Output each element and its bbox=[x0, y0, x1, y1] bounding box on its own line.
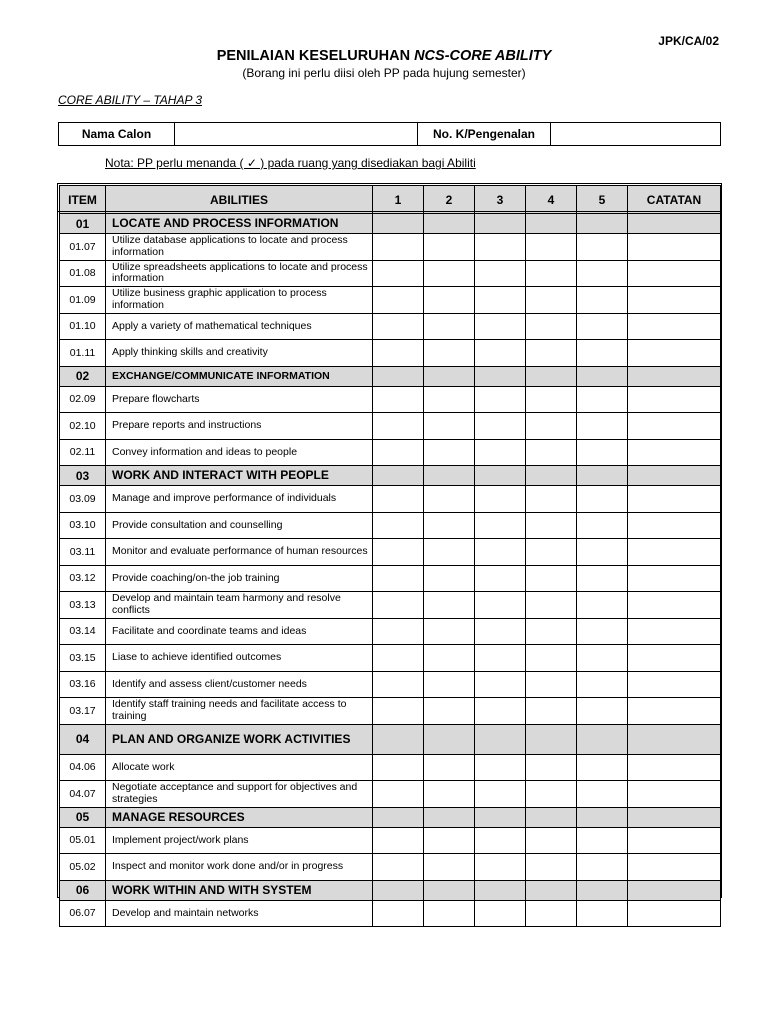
score-1-checkbox-cell[interactable] bbox=[373, 234, 424, 261]
table-row bbox=[60, 900, 721, 927]
header-score-1: 1 bbox=[373, 186, 424, 214]
score-4-checkbox-cell[interactable] bbox=[526, 671, 577, 698]
header-score-4: 4 bbox=[526, 186, 577, 214]
table-row bbox=[60, 592, 721, 619]
form-title bbox=[0, 48, 768, 64]
ability-description: Convey information and ideas to people bbox=[106, 439, 373, 466]
score-3-checkbox-cell[interactable] bbox=[475, 565, 526, 592]
score-2-checkbox-cell[interactable] bbox=[424, 854, 475, 881]
score-5-checkbox-cell[interactable] bbox=[577, 287, 628, 314]
score-1-checkbox-cell[interactable] bbox=[373, 900, 424, 927]
section-row bbox=[60, 807, 721, 827]
catatan-cell[interactable] bbox=[628, 900, 721, 927]
score-5-checkbox-cell[interactable] bbox=[577, 260, 628, 287]
table-row bbox=[60, 618, 721, 645]
score-3-checkbox-cell[interactable] bbox=[475, 512, 526, 539]
score-5-checkbox-cell[interactable] bbox=[577, 754, 628, 781]
catatan-cell[interactable] bbox=[628, 486, 721, 513]
section-blank-cell bbox=[628, 466, 721, 486]
score-2-checkbox-cell[interactable] bbox=[424, 439, 475, 466]
ability-description: Prepare reports and instructions bbox=[106, 413, 373, 440]
table-row bbox=[60, 645, 721, 672]
score-3-checkbox-cell[interactable] bbox=[475, 671, 526, 698]
score-1-checkbox-cell[interactable] bbox=[373, 698, 424, 725]
score-3-checkbox-cell[interactable] bbox=[475, 313, 526, 340]
ability-description: Provide coaching/on-the job training bbox=[106, 565, 373, 592]
item-code: 01.09 bbox=[60, 287, 106, 314]
score-4-checkbox-cell[interactable] bbox=[526, 439, 577, 466]
catatan-cell[interactable] bbox=[628, 512, 721, 539]
candidate-info-table bbox=[58, 122, 721, 146]
item-code: 02.11 bbox=[60, 439, 106, 466]
table-row bbox=[60, 287, 721, 314]
catatan-cell[interactable] bbox=[628, 234, 721, 261]
section-blank-cell bbox=[475, 214, 526, 234]
item-code: 04.06 bbox=[60, 754, 106, 781]
catatan-cell[interactable] bbox=[628, 671, 721, 698]
score-3-checkbox-cell[interactable] bbox=[475, 386, 526, 413]
score-4-checkbox-cell[interactable] bbox=[526, 313, 577, 340]
score-1-checkbox-cell[interactable] bbox=[373, 781, 424, 808]
table-row bbox=[60, 439, 721, 466]
item-code: 02.10 bbox=[60, 413, 106, 440]
score-2-checkbox-cell[interactable] bbox=[424, 565, 475, 592]
section-blank-cell bbox=[526, 366, 577, 386]
form-subtitle: (Borang ini perlu diisi oleh PP pada hujung semester) bbox=[242, 66, 526, 80]
section-number: 03 bbox=[60, 466, 106, 486]
score-3-checkbox-cell[interactable] bbox=[475, 781, 526, 808]
score-4-checkbox-cell[interactable] bbox=[526, 698, 577, 725]
section-row bbox=[60, 724, 721, 754]
section-blank-cell bbox=[526, 466, 577, 486]
ability-description: Identify staff training needs and facilitate access to training bbox=[106, 698, 373, 725]
score-1-checkbox-cell[interactable] bbox=[373, 313, 424, 340]
catatan-cell[interactable] bbox=[628, 439, 721, 466]
section-number: 02 bbox=[60, 366, 106, 386]
item-code: 02.09 bbox=[60, 386, 106, 413]
score-1-checkbox-cell[interactable] bbox=[373, 512, 424, 539]
score-3-checkbox-cell[interactable] bbox=[475, 413, 526, 440]
score-4-checkbox-cell[interactable] bbox=[526, 287, 577, 314]
ability-description: Provide consultation and counselling bbox=[106, 512, 373, 539]
score-1-checkbox-cell[interactable] bbox=[373, 413, 424, 440]
score-5-checkbox-cell[interactable] bbox=[577, 698, 628, 725]
section-blank-cell bbox=[628, 724, 721, 754]
table-row bbox=[60, 512, 721, 539]
score-4-checkbox-cell[interactable] bbox=[526, 592, 577, 619]
ability-description: Facilitate and coordinate teams and ideas bbox=[106, 618, 373, 645]
section-blank-cell bbox=[373, 366, 424, 386]
score-4-checkbox-cell[interactable] bbox=[526, 386, 577, 413]
score-1-checkbox-cell[interactable] bbox=[373, 565, 424, 592]
ability-description: Apply thinking skills and creativity bbox=[106, 340, 373, 367]
ability-description: Allocate work bbox=[106, 754, 373, 781]
catatan-cell[interactable] bbox=[628, 645, 721, 672]
item-code: 01.10 bbox=[60, 313, 106, 340]
catatan-cell[interactable] bbox=[628, 340, 721, 367]
section-blank-cell bbox=[475, 366, 526, 386]
catatan-cell[interactable] bbox=[628, 854, 721, 881]
score-4-checkbox-cell[interactable] bbox=[526, 260, 577, 287]
score-1-checkbox-cell[interactable] bbox=[373, 486, 424, 513]
ability-description: Manage and improve performance of individuals bbox=[106, 486, 373, 513]
score-2-checkbox-cell[interactable] bbox=[424, 827, 475, 854]
form-title-italic: NCS-CORE ABILITY bbox=[414, 48, 552, 64]
item-code: 01.07 bbox=[60, 234, 106, 261]
header-score-2: 2 bbox=[424, 186, 475, 214]
section-row bbox=[60, 366, 721, 386]
form-title-plain: PENILAIAN KESELURUHAN bbox=[216, 48, 415, 64]
catatan-cell[interactable] bbox=[628, 386, 721, 413]
section-blank-cell bbox=[628, 366, 721, 386]
header-item: ITEM bbox=[60, 186, 106, 214]
table-row bbox=[60, 313, 721, 340]
section-blank-cell bbox=[475, 807, 526, 827]
score-2-checkbox-cell[interactable] bbox=[424, 386, 475, 413]
section-blank-cell bbox=[526, 724, 577, 754]
assessment-table bbox=[59, 185, 721, 927]
table-row bbox=[60, 340, 721, 367]
score-1-checkbox-cell[interactable] bbox=[373, 287, 424, 314]
section-number: 01 bbox=[60, 214, 106, 234]
catatan-cell[interactable] bbox=[628, 413, 721, 440]
section-blank-cell bbox=[424, 466, 475, 486]
score-1-checkbox-cell[interactable] bbox=[373, 386, 424, 413]
catatan-cell[interactable] bbox=[628, 313, 721, 340]
score-4-checkbox-cell[interactable] bbox=[526, 413, 577, 440]
section-blank-cell bbox=[628, 807, 721, 827]
score-5-checkbox-cell[interactable] bbox=[577, 827, 628, 854]
score-2-checkbox-cell[interactable] bbox=[424, 900, 475, 927]
score-2-checkbox-cell[interactable] bbox=[424, 234, 475, 261]
score-2-checkbox-cell[interactable] bbox=[424, 754, 475, 781]
score-3-checkbox-cell[interactable] bbox=[475, 486, 526, 513]
section-blank-cell bbox=[577, 880, 628, 900]
score-2-checkbox-cell[interactable] bbox=[424, 781, 475, 808]
item-code: 03.13 bbox=[60, 592, 106, 619]
score-5-checkbox-cell[interactable] bbox=[577, 854, 628, 881]
section-blank-cell bbox=[475, 880, 526, 900]
section-blank-cell bbox=[424, 214, 475, 234]
section-number: 04 bbox=[60, 724, 106, 754]
table-row bbox=[60, 781, 721, 808]
score-5-checkbox-cell[interactable] bbox=[577, 313, 628, 340]
table-row bbox=[60, 413, 721, 440]
score-1-checkbox-cell[interactable] bbox=[373, 592, 424, 619]
score-4-checkbox-cell[interactable] bbox=[526, 234, 577, 261]
ability-description: Negotiate acceptance and support for objectives and strategies bbox=[106, 781, 373, 808]
table-row bbox=[60, 671, 721, 698]
score-2-checkbox-cell[interactable] bbox=[424, 340, 475, 367]
score-3-checkbox-cell[interactable] bbox=[475, 698, 526, 725]
section-blank-cell bbox=[424, 366, 475, 386]
score-3-checkbox-cell[interactable] bbox=[475, 854, 526, 881]
ability-description: Develop and maintain networks bbox=[106, 900, 373, 927]
score-2-checkbox-cell[interactable] bbox=[424, 698, 475, 725]
score-4-checkbox-cell[interactable] bbox=[526, 854, 577, 881]
section-blank-cell bbox=[577, 807, 628, 827]
item-code: 04.07 bbox=[60, 781, 106, 808]
candidate-name-label: Nama Calon bbox=[59, 123, 175, 146]
item-code: 05.02 bbox=[60, 854, 106, 881]
ability-description: Implement project/work plans bbox=[106, 827, 373, 854]
score-2-checkbox-cell[interactable] bbox=[424, 645, 475, 672]
catatan-cell[interactable] bbox=[628, 287, 721, 314]
section-title: EXCHANGE/COMMUNICATE INFORMATION bbox=[106, 366, 373, 386]
item-code: 03.14 bbox=[60, 618, 106, 645]
level-heading: CORE ABILITY – TAHAP 3 bbox=[58, 93, 203, 107]
catatan-cell[interactable] bbox=[628, 592, 721, 619]
score-5-checkbox-cell[interactable] bbox=[577, 618, 628, 645]
section-row bbox=[60, 880, 721, 900]
section-title: WORK WITHIN AND WITH SYSTEM bbox=[106, 880, 373, 900]
catatan-cell[interactable] bbox=[628, 260, 721, 287]
score-1-checkbox-cell[interactable] bbox=[373, 671, 424, 698]
score-5-checkbox-cell[interactable] bbox=[577, 512, 628, 539]
ability-description: Utilize spreadsheets applications to locate and process information bbox=[106, 260, 373, 287]
section-blank-cell bbox=[475, 724, 526, 754]
header-score-5: 5 bbox=[577, 186, 628, 214]
score-2-checkbox-cell[interactable] bbox=[424, 287, 475, 314]
score-2-checkbox-cell[interactable] bbox=[424, 671, 475, 698]
score-3-checkbox-cell[interactable] bbox=[475, 539, 526, 566]
item-code: 01.08 bbox=[60, 260, 106, 287]
score-5-checkbox-cell[interactable] bbox=[577, 539, 628, 566]
score-1-checkbox-cell[interactable] bbox=[373, 645, 424, 672]
instruction-note bbox=[105, 156, 476, 170]
section-blank-cell bbox=[373, 466, 424, 486]
score-5-checkbox-cell[interactable] bbox=[577, 781, 628, 808]
item-code: 03.12 bbox=[60, 565, 106, 592]
score-5-checkbox-cell[interactable] bbox=[577, 413, 628, 440]
section-blank-cell bbox=[577, 724, 628, 754]
score-1-checkbox-cell[interactable] bbox=[373, 539, 424, 566]
ability-description: Inspect and monitor work done and/or in progress bbox=[106, 854, 373, 881]
table-row bbox=[60, 754, 721, 781]
table-row bbox=[60, 565, 721, 592]
score-4-checkbox-cell[interactable] bbox=[526, 781, 577, 808]
score-4-checkbox-cell[interactable] bbox=[526, 565, 577, 592]
table-row bbox=[60, 854, 721, 881]
id-number-field[interactable] bbox=[551, 123, 721, 146]
item-code: 03.15 bbox=[60, 645, 106, 672]
ability-description: Utilize business graphic application to process information bbox=[106, 287, 373, 314]
score-3-checkbox-cell[interactable] bbox=[475, 287, 526, 314]
item-code: 06.07 bbox=[60, 900, 106, 927]
score-2-checkbox-cell[interactable] bbox=[424, 539, 475, 566]
header-abilities: ABILITIES bbox=[106, 186, 373, 214]
score-5-checkbox-cell[interactable] bbox=[577, 645, 628, 672]
section-blank-cell bbox=[373, 724, 424, 754]
section-blank-cell bbox=[373, 214, 424, 234]
header-divider bbox=[58, 211, 721, 212]
section-blank-cell bbox=[373, 880, 424, 900]
score-1-checkbox-cell[interactable] bbox=[373, 854, 424, 881]
score-1-checkbox-cell[interactable] bbox=[373, 260, 424, 287]
score-5-checkbox-cell[interactable] bbox=[577, 565, 628, 592]
score-3-checkbox-cell[interactable] bbox=[475, 754, 526, 781]
score-4-checkbox-cell[interactable] bbox=[526, 618, 577, 645]
score-2-checkbox-cell[interactable] bbox=[424, 512, 475, 539]
score-5-checkbox-cell[interactable] bbox=[577, 340, 628, 367]
catatan-cell[interactable] bbox=[628, 618, 721, 645]
score-3-checkbox-cell[interactable] bbox=[475, 618, 526, 645]
score-4-checkbox-cell[interactable] bbox=[526, 340, 577, 367]
section-title: PLAN AND ORGANIZE WORK ACTIVITIES bbox=[106, 724, 373, 754]
catatan-cell[interactable] bbox=[628, 565, 721, 592]
header-score-3: 3 bbox=[475, 186, 526, 214]
section-number: 06 bbox=[60, 880, 106, 900]
score-5-checkbox-cell[interactable] bbox=[577, 671, 628, 698]
score-5-checkbox-cell[interactable] bbox=[577, 439, 628, 466]
ability-description: Develop and maintain team harmony and resolve conflicts bbox=[106, 592, 373, 619]
table-row bbox=[60, 827, 721, 854]
catatan-cell[interactable] bbox=[628, 754, 721, 781]
score-4-checkbox-cell[interactable] bbox=[526, 754, 577, 781]
score-3-checkbox-cell[interactable] bbox=[475, 592, 526, 619]
instruction-note-text: Nota: PP perlu menanda ( ✓ ) pada ruang yang disediakan bagi Abiliti bbox=[105, 156, 476, 170]
score-3-checkbox-cell[interactable] bbox=[475, 645, 526, 672]
section-title: MANAGE RESOURCES bbox=[106, 807, 373, 827]
ability-description: Prepare flowcharts bbox=[106, 386, 373, 413]
ability-description: Identify and assess client/customer needs bbox=[106, 671, 373, 698]
item-code: 05.01 bbox=[60, 827, 106, 854]
item-code: 03.16 bbox=[60, 671, 106, 698]
score-1-checkbox-cell[interactable] bbox=[373, 439, 424, 466]
section-blank-cell bbox=[526, 807, 577, 827]
section-blank-cell bbox=[526, 880, 577, 900]
ability-description: Liase to achieve identified outcomes bbox=[106, 645, 373, 672]
catatan-cell[interactable] bbox=[628, 781, 721, 808]
score-2-checkbox-cell[interactable] bbox=[424, 486, 475, 513]
score-2-checkbox-cell[interactable] bbox=[424, 260, 475, 287]
table-row bbox=[60, 486, 721, 513]
score-3-checkbox-cell[interactable] bbox=[475, 340, 526, 367]
section-title: WORK AND INTERACT WITH PEOPLE bbox=[106, 466, 373, 486]
score-3-checkbox-cell[interactable] bbox=[475, 234, 526, 261]
item-code: 03.09 bbox=[60, 486, 106, 513]
catatan-cell[interactable] bbox=[628, 539, 721, 566]
score-3-checkbox-cell[interactable] bbox=[475, 827, 526, 854]
score-5-checkbox-cell[interactable] bbox=[577, 234, 628, 261]
score-2-checkbox-cell[interactable] bbox=[424, 413, 475, 440]
document-code: JPK/CA/02 bbox=[658, 34, 719, 48]
score-1-checkbox-cell[interactable] bbox=[373, 754, 424, 781]
table-header-row bbox=[60, 186, 721, 214]
score-4-checkbox-cell[interactable] bbox=[526, 486, 577, 513]
ability-description: Monitor and evaluate performance of human resources bbox=[106, 539, 373, 566]
table-row bbox=[60, 260, 721, 287]
catatan-cell[interactable] bbox=[628, 827, 721, 854]
header-catatan: CATATAN bbox=[628, 186, 721, 214]
score-5-checkbox-cell[interactable] bbox=[577, 486, 628, 513]
section-row bbox=[60, 214, 721, 234]
score-2-checkbox-cell[interactable] bbox=[424, 313, 475, 340]
section-blank-cell bbox=[424, 724, 475, 754]
section-row bbox=[60, 466, 721, 486]
catatan-cell[interactable] bbox=[628, 698, 721, 725]
item-code: 03.11 bbox=[60, 539, 106, 566]
score-1-checkbox-cell[interactable] bbox=[373, 340, 424, 367]
section-blank-cell bbox=[424, 880, 475, 900]
score-3-checkbox-cell[interactable] bbox=[475, 900, 526, 927]
table-row bbox=[60, 539, 721, 566]
item-code: 01.11 bbox=[60, 340, 106, 367]
score-5-checkbox-cell[interactable] bbox=[577, 900, 628, 927]
section-blank-cell bbox=[526, 214, 577, 234]
section-blank-cell bbox=[577, 366, 628, 386]
score-4-checkbox-cell[interactable] bbox=[526, 512, 577, 539]
section-blank-cell bbox=[577, 466, 628, 486]
score-2-checkbox-cell[interactable] bbox=[424, 592, 475, 619]
table-row bbox=[60, 386, 721, 413]
score-2-checkbox-cell[interactable] bbox=[424, 618, 475, 645]
ability-description: Utilize database applications to locate and process information bbox=[106, 234, 373, 261]
item-code: 03.10 bbox=[60, 512, 106, 539]
score-1-checkbox-cell[interactable] bbox=[373, 618, 424, 645]
section-blank-cell bbox=[424, 807, 475, 827]
score-4-checkbox-cell[interactable] bbox=[526, 539, 577, 566]
item-code: 03.17 bbox=[60, 698, 106, 725]
score-1-checkbox-cell[interactable] bbox=[373, 827, 424, 854]
section-title: LOCATE AND PROCESS INFORMATION bbox=[106, 214, 373, 234]
section-blank-cell bbox=[628, 214, 721, 234]
section-blank-cell bbox=[577, 214, 628, 234]
section-blank-cell bbox=[628, 880, 721, 900]
table-row bbox=[60, 698, 721, 725]
table-row bbox=[60, 234, 721, 261]
section-blank-cell bbox=[475, 466, 526, 486]
score-5-checkbox-cell[interactable] bbox=[577, 386, 628, 413]
section-blank-cell bbox=[373, 807, 424, 827]
candidate-name-field[interactable] bbox=[175, 123, 418, 146]
section-number: 05 bbox=[60, 807, 106, 827]
id-number-label: No. K/Pengenalan bbox=[418, 123, 551, 146]
ability-description: Apply a variety of mathematical techniques bbox=[106, 313, 373, 340]
score-4-checkbox-cell[interactable] bbox=[526, 645, 577, 672]
score-4-checkbox-cell[interactable] bbox=[526, 827, 577, 854]
score-3-checkbox-cell[interactable] bbox=[475, 260, 526, 287]
score-4-checkbox-cell[interactable] bbox=[526, 900, 577, 927]
score-5-checkbox-cell[interactable] bbox=[577, 592, 628, 619]
score-3-checkbox-cell[interactable] bbox=[475, 439, 526, 466]
